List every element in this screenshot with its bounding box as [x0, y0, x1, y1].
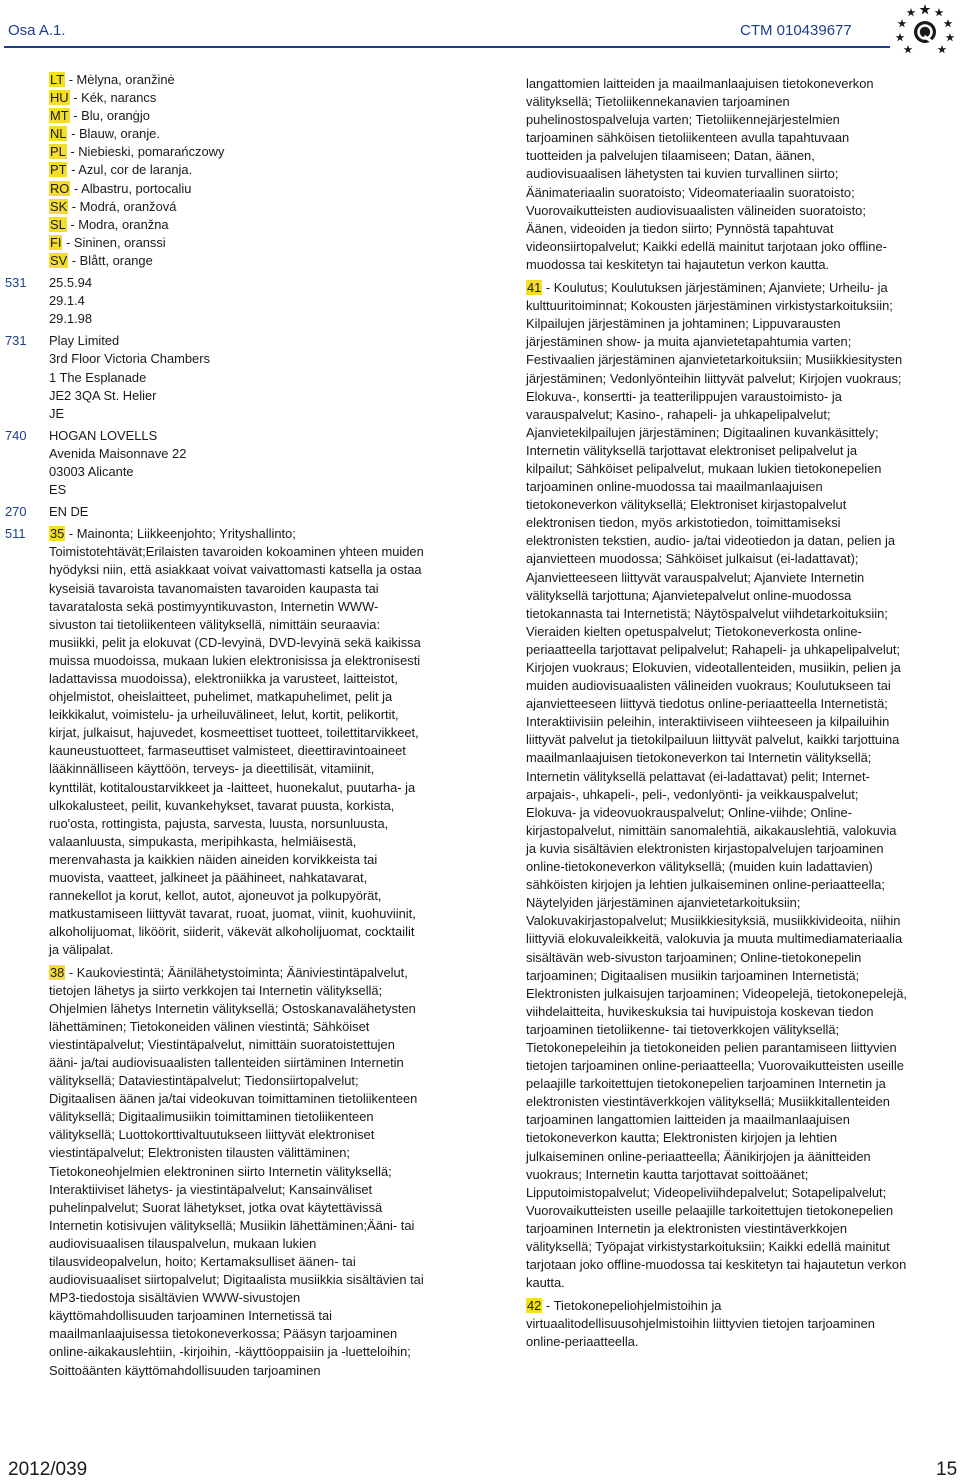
- language-item: [49, 234, 425, 252]
- language-item: [49, 71, 425, 89]
- language-code: NL: [50, 126, 67, 142]
- field-511: [5, 525, 425, 1379]
- field-line: 3rd Floor Victoria Chambers: [49, 351, 210, 367]
- field-line: EN DE: [49, 504, 89, 520]
- field-line: Avenida Maisonnave 22: [49, 445, 187, 461]
- right-column: [526, 75, 907, 1357]
- class-text: - Tietokonepeliohjelmistoihin ja virtuaalitodellisuusohjelmistoihin liittyvien tietojen tarjoaminen online-periaatteella.: [526, 1298, 875, 1350]
- ctm-number: CTM 010439677: [740, 22, 852, 39]
- language-item: [49, 125, 425, 143]
- language-item: [49, 198, 425, 216]
- field-731: [5, 332, 425, 422]
- page-header: [0, 0, 960, 58]
- class-42-paragraph: [526, 1297, 907, 1351]
- field-line: JE2 3QA St. Helier: [49, 387, 157, 403]
- page-footer: [0, 1445, 960, 1482]
- bulletin-issue: 2012/039: [8, 1459, 88, 1480]
- class-text: - Koulutus; Koulutuksen järjestäminen; Ajanviete; Urheilu- ja kulttuuritoiminnat; Kokousten järjestäminen virkistystarkoituksiin; Kilpailujen järjestäminen ja johtaminen; Lippuvarausten järjestäminen show- ja muita ajanvietetapahtumia varten; Festivaalien järjestäminen ajanvietetarkoituksiin; Musiikkiesitysten järjestäminen; Vedonlyönteihin liittyvät palvelut; Kirjojen vuokraus; Elokuva-, konsertti- ja teatterilippujen varaustoimisto- ja varauspalvelut; Kasino-, rahapeli- ja uhkapelipalvelut; Ajanvietekilpailujen järjestäminen; Digitaalinen kuvankäsittely; Internetin välityksellä tarjottavat elektroniset pelipalvelut ja kilpailut; Sähköiset pelipalvelut, mukaan lukien tietokonepelien tarjoaminen online-muodossa tai maailmanlaajuisen tietokoneverkon välityksellä; Elektroniset kirjastopalvelut elektronisen tiedon, myös arkistotiedon, toimittamiseksi elektronisten tekstien, audio- ja/tai videotiedon ja datan, pelien ja ajanvietteen muodossa; Sähköiset julkaisut (ei-ladattavat); Ajanvietteeseen liittyvät varauspalvelut; Ajanviete Internetin välityksellä tarjottuna; Ajanvietepalvelut online-muodossa tietokannasta tai Internetistä; Näytöspalvelut viihdetarkoituksiin; Vieraiden kielten opetuspalvelut; Tietokoneverkosta online-periaatteella tarjottavat pelipalvelut; Rahapeli- ja uhkapelipalvelut; Kirjojen vuokraus; Elokuvien, videotallenteiden, musiikin, pelien ja muiden audiovisuaalisten välineiden vuokraus; Koulutukseen tai ajanvietteeseen liittyvä tiedotus online-periaatteella Internetistä; Interaktiivisiin peleihin, interaktiiviseen viihteeseen ja kilpailuihin liittyvät palvelut ja tietokilpailuun liittyvät palvelut, kaikki tarjottuina maailmanlaajuisen tietokoneverkon tai Internetin välityksellä; Internetin välityksellä pelattavat (ei-ladattavat) pelit; Internet-arpajais-, uhkapeli-, peli-, vedonlyönti- ja veikkauspalvelut; Elokuva- ja videovuokrauspalvelut; Online-viihde; Online-kirjastopalvelut, nimittäin sanomalehtiä, aikakauslehtiä, valokuvia ja kuvia sisältävien elektronisten kirjastopalvelujen tarjoaminen online-tietokoneverkon välityksellä; (muiden kuin ladattavien) sähköisten kirjojen ja lehtien julkaiseminen online-periaatteella; Näytelyiden järjestäminen ajanvietetarkoituksiin; Valokuvakirjastopalvelut; Musiikkiesityksiä, musiikkivideoita, niihin liittyviä elokuvaleikkeitä, valokuvia ja muuta multimediamateriaalia sisältävän web-sivuston tarjoaminen; Online-tietokonepelin tarjoaminen; Digitaalisen musiikin tarjoaminen Internetistä; Elektronisten julkaisujen tarjoaminen; Videopelejä, tietokonepelejä, viihdelaitteita, huvikeskuksia tai huvipuistoja koskevan tiedon tarjoaminen tietoliikenne- tai tietoverkkojen välityksellä; Tietokonepeleihin ja tietokoneiden pelien parantamiseen liittyvien tietojen tarjoaminen online-periaatteella; Vuorovaikutteisten useille pelaajille tarkoitettujen tietokonepelien tarjoaminen Internetin ja elektronisten viestintäverkkojen välityksellä; Musiikkitallenteiden tarjoaminen langattomien laitteiden ja maailmanlaajuisen tietokoneverkon kautta; Elektronisten kirjojen ja lehtien julkaiseminen online-periaatteella; Äänikirjojen ja äänitteiden vuokraus; Internetin kautta tarjottavat soittoäänet; Lipputoimistopalvelut; Videopeliviihdepalvelut; Sotapelipalvelut; Vuorovaikutteisten useille pelaajille tarkoitettujen tietokonepelien tarjoaminen Internetin ja elektronisten viestintäverkkojen välityksellä; Työpajat virkistystarkoituksiin; Kaikki edellä mainitut tarjotaan joko offline-muodossa tai keskitetyn tai hajautetun verkon kautta.: [526, 280, 907, 1291]
- left-column: [5, 71, 425, 1380]
- language-text: - Blu, oranġjo: [73, 108, 150, 124]
- language-text: - Modrá, oranžová: [71, 198, 177, 214]
- language-item: [49, 216, 425, 234]
- class-number: 35: [50, 526, 65, 542]
- field-740: [5, 427, 425, 499]
- language-code: SK: [50, 198, 68, 214]
- field-code: 731: [5, 333, 27, 349]
- language-list-body: [49, 71, 425, 270]
- field-line: JE: [49, 405, 65, 421]
- field-line: 25.5.94: [49, 275, 93, 291]
- language-item: [49, 143, 425, 161]
- field-code: 531: [5, 275, 27, 291]
- class-number: 42: [527, 1298, 542, 1314]
- language-code: PT: [50, 162, 67, 178]
- language-text: - Azul, cor de laranja.: [71, 162, 193, 178]
- class-number: 41: [527, 280, 542, 296]
- language-code: HU: [50, 90, 69, 106]
- language-code: FI: [50, 234, 62, 250]
- field-line: 1 The Esplanade: [49, 369, 147, 385]
- field-line: 03003 Alicante: [49, 463, 134, 479]
- class-number: 38: [50, 964, 65, 980]
- language-code: RO: [50, 180, 70, 196]
- class-38-paragraph: [49, 964, 425, 1380]
- language-item: [49, 252, 425, 270]
- field-line: 29.1.98: [49, 311, 93, 327]
- language-item: [49, 89, 425, 107]
- field-line: HOGAN LOVELLS: [49, 427, 158, 443]
- language-list: [5, 71, 425, 270]
- field-code: 511: [5, 526, 26, 542]
- language-code: PL: [50, 144, 66, 160]
- language-text: - Kék, narancs: [73, 90, 157, 106]
- class-41-paragraph: [526, 279, 907, 1292]
- header-rule: [4, 46, 890, 48]
- field-line: 29.1.4: [49, 293, 85, 309]
- language-item: [49, 161, 425, 179]
- field-line: ES: [49, 482, 67, 498]
- language-code: MT: [50, 108, 69, 124]
- language-text: - Mėlyna, oranžinė: [68, 72, 175, 87]
- field-code: 270: [5, 504, 27, 520]
- section-label: Osa A.1.: [8, 22, 66, 39]
- language-item: [49, 107, 425, 125]
- language-code: SL: [50, 216, 66, 232]
- page-number: 15: [936, 1459, 958, 1480]
- field-270: [5, 503, 425, 521]
- class-text: - Kaukoviestintä; Äänilähetystoiminta; Ääniviestintäpalvelut, tietojen lähetys ja siirto verkkojen tai Internetin välityksellä; Ohjelmien lähetys Internetin välityksellä; Ostoskanavalähetysten lähettäminen; Tietokoneiden välinen viestintä; Sähköiset viestintäpalvelut; Viestintäpalvelut, nimittäin suoratoistettujen ääni- ja/tai audiovisuaalisten tallenteiden siirtäminen Internetin välityksellä; Dataviestintäpalvelut; Tiedonsiirtopalvelut; Digitaalisen äänen ja/tai videokuvan toimittaminen tietoliikenteen välityksellä; Digitaalimusiikin toimittaminen tietoliikenteen välityksellä; Luottokorttivaltuutukseen liittyvät elektroniset viestintäpalvelut; Elektronisten tilausten välittäminen; Tietokoneohjelmien elektroninen siirto Internetin välityksellä; Interaktiiviset lähetys- ja viestintäpalvelut; Kansainväliset puhelinpalvelut; Suorat lähetykset, jotka ovat käytettävissä Internetin kotisivujen välityksellä; Musiikin lähettäminen;Ääni- tai audiovisuaalisen tilauspalvelun, mukaan lukien tilausvideopalvelun, hoito; Kertamaksulliset äänen- tai audiovisuaaliset siirtopalvelut; Digitaalista musiikkia sisältävien tai MP3-tiedostoja sisältävien WWW-sivustojen käyttömahdollisuuden tarjoaminen Internetissä tai maailmanlaajuisessa tietokoneverkossa; Pääsyn tarjoaminen online-aikakauslehtiin, -kirjoihin, -käyttöoppaisiin ja -luetteloihin; Soittoäänten käyttömahdollisuuden tarjoaminen: [49, 964, 424, 1378]
- class-text: - Mainonta; Liikkeenjohto; Yrityshallinto; Toimistotehtävät;Erilaisten tavaroiden kokoaminen yhteen muiden hyödyksi niin, että asiakkaat voivat vaivattomasti katsella ja ostaa kyseisiä tavaroista tavanomaisten tavaroiden kaupasta tai tavaratalosta sekä postimyyntikuvaston, Internetin WWW-sivuston tai tietoliikenteen välityksellä, nimittäin seuraavia: musiikki, pelit ja elokuvat (CD-levyinä, DVD-levyinä sekä kaikissa muissa muodoissa, mukaan lukien elektronisissa ja elektronisesti ladattavissa muodoissa), elektroniikka ja varusteet, laitteistot, ohjelmistot, oheislaitteet, puhelimet, matkapuhelimet, pelit ja leikkikalut, voimistelu- ja urheiluvälineet, lelut, kortit, pelikortit, kirjat, julkaisut, hajuvedet, kosmeettiset tuotteet, toilettitarvikkeet, kauneustuotteet, farmaseuttiset valmisteet, dieettiravintoaineet lääkinnälliseen käyttöön, terveys- ja dieettilisät, vitamiinit, kynttilät, kotitaloustarvikkeet ja -laitteet, huonekalut, puutarha- ja ulkokalusteet, peilit, kuvankehykset, tavarat puusta, korkista, ruo'osta, rottingista, pajusta, sarvesta, luusta, norsunluusta, valaanluusta, simpukasta, meripihkasta, helmiäisestä, merenvahasta ja kaikkien näiden aineiden korvikkeista tai muovista, vaatteet, jalkineet ja päähineet, nahkatavarat, rannekellot ja korut, kellot, autot, ajoneuvot ja polkupyörät, matkustamiseen liittyvät tavarat, ruoat, juomat, viinit, kuohuviinit, alkoholijuomat, liköörit, siiderit, väkevät alkoholijuomat, cocktailit ja välipalat.: [49, 526, 424, 958]
- eu-stars-logo-icon: [895, 2, 955, 60]
- field-line: Play Limited: [49, 333, 120, 349]
- field-531: [5, 274, 425, 328]
- language-item: [49, 180, 425, 198]
- class-35-paragraph: [49, 525, 425, 959]
- language-code: SV: [50, 252, 68, 268]
- field-code: 740: [5, 427, 27, 443]
- language-text: - Modra, oranžna: [70, 216, 169, 232]
- language-code: LT: [50, 72, 65, 87]
- class-38-continued: langattomien laitteiden ja maailmanlaajuisen tietokoneverkon välityksellä; Tietoliikennekanavien tarjoaminen puhelinostospalveluja varten; Tietoliikennejärjestelmien tarjoaminen sähköisen tietoliikenteen avulla tapahtuvaan tuotteiden ja palvelujen tilaamiseen; Datan, äänen, audiovisuaalisen lähetysten tai kuvien turvallinen siirto; Äänimateriaalin suoratoisto; Videomateriaalin suoratoisto; Vuorovaikutteisten audiovisuaalisten välineiden suoratoisto; Äänen, videoiden ja tiedon siirto; Pynnöstä tapahtuvat videonsiirtopalvelut; Kaikki edellä mainitut tarjotaan joko offline-muodossa tai keskitetyn tai hajautetun verkon kautta.: [526, 76, 887, 272]
- language-text: - Blått, orange: [71, 252, 153, 268]
- language-text: - Blauw, oranje.: [71, 126, 160, 142]
- language-text: - Albastru, portocaliu: [73, 180, 192, 196]
- language-text: - Niebieski, pomarańczowy: [70, 144, 225, 160]
- language-text: - Sininen, oranssi: [66, 234, 166, 250]
